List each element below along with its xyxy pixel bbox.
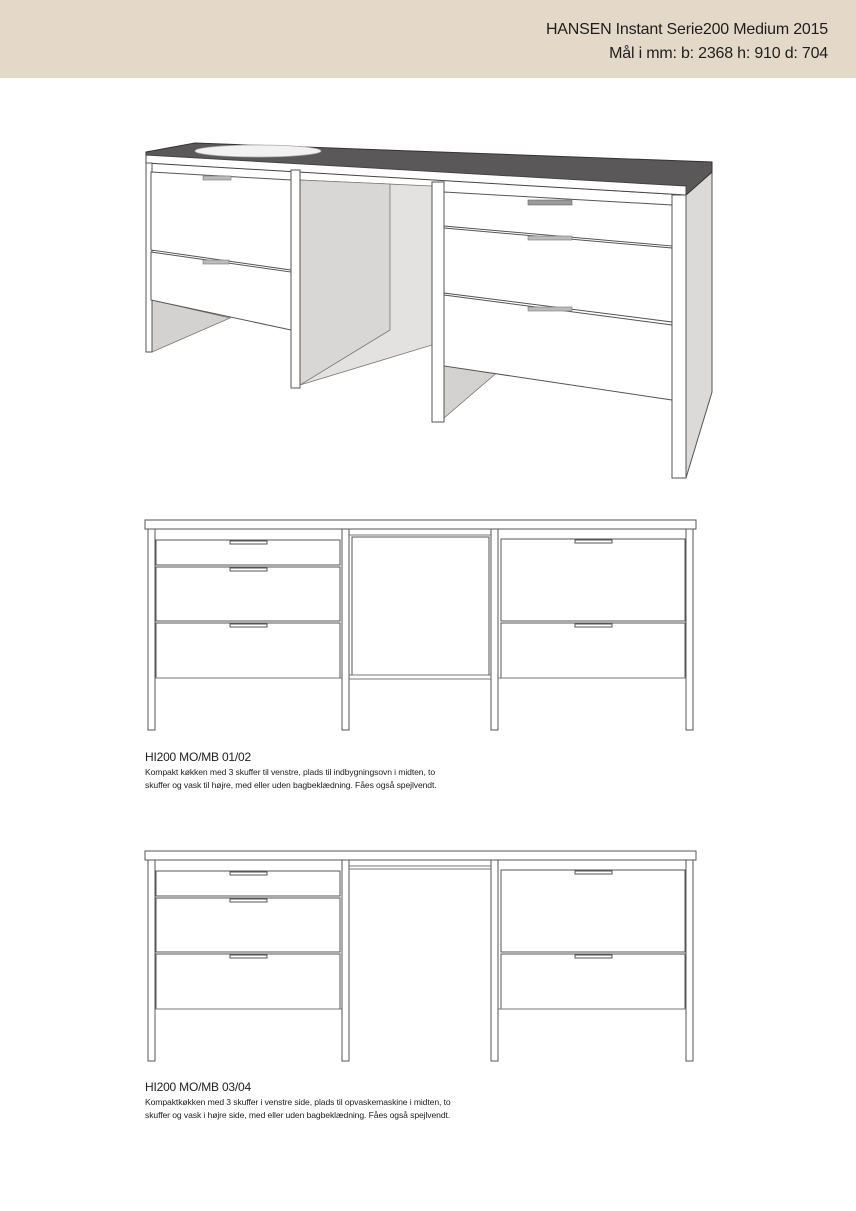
- left-drawer-2: [156, 898, 340, 952]
- handle: [575, 955, 612, 958]
- right-drawer-bottom-handle: [528, 307, 572, 311]
- handle: [230, 955, 267, 958]
- right-drawer-top-handle: [528, 200, 572, 205]
- left-drawer-2: [156, 567, 340, 621]
- leg: [491, 529, 498, 730]
- countertop: [145, 520, 696, 529]
- divider-left: [291, 170, 300, 388]
- handle: [230, 624, 267, 627]
- handle: [575, 540, 612, 543]
- left-drawer-top-handle: [203, 176, 231, 180]
- header-title: HANSEN Instant Serie200 Medium 2015: [545, 21, 828, 38]
- right-side-panel: [686, 172, 712, 478]
- right-leg: [672, 195, 686, 478]
- handle: [230, 899, 267, 902]
- left-drawer-3: [156, 954, 340, 1009]
- model-description: Kompaktkøkken med 3 skuffer i venstre side, plads til opvaskemaskine i midten, to: [145, 1097, 451, 1107]
- right-drawer-2: [501, 954, 685, 1009]
- right-drawer-2: [501, 623, 685, 678]
- leg: [686, 860, 693, 1061]
- handle: [230, 568, 267, 571]
- caption-model-01-02: [145, 750, 565, 792]
- countertop: [145, 851, 696, 860]
- leg: [342, 860, 349, 1061]
- caption-model-03-04: [145, 1080, 565, 1122]
- model-code: HI200 MO/MB 03/04: [145, 1080, 251, 1094]
- leg: [342, 529, 349, 730]
- front-elevation-03-04: [0, 846, 856, 1066]
- right-drawer-1: [501, 539, 685, 621]
- handle: [230, 541, 267, 544]
- leg: [686, 529, 693, 730]
- sink: [195, 145, 321, 157]
- right-drawer-1: [501, 870, 685, 952]
- model-code: HI200 MO/MB 01/02: [145, 750, 251, 764]
- leg: [148, 860, 155, 1061]
- right-drawer-middle-handle: [528, 236, 572, 240]
- model-description: Kompakt køkken med 3 skuffer til venstre, plads til indbygningsovn i midten, to: [145, 767, 436, 777]
- model-description: skuffer og vask til højre, med eller uden bagbeklædning. Fåes også spejlvendt.: [145, 780, 437, 790]
- front-elevation-01-02: [0, 515, 856, 735]
- leg: [148, 529, 155, 730]
- handle: [575, 624, 612, 627]
- left-drawer-3: [156, 623, 340, 678]
- handle: [230, 872, 267, 875]
- leg: [491, 860, 498, 1061]
- divider-right: [432, 182, 444, 422]
- header-dimensions: Mål i mm: b: 2368 h: 910 d: 704: [609, 45, 828, 62]
- oven-opening: [352, 537, 489, 675]
- kitchen-perspective-illustration: [0, 0, 856, 500]
- model-description: skuffer og vask i højre side, med eller uden bagbeklædning. Fåes også spejlvendt.: [145, 1110, 451, 1120]
- handle: [575, 871, 612, 874]
- left-drawer-bottom-handle: [203, 260, 229, 264]
